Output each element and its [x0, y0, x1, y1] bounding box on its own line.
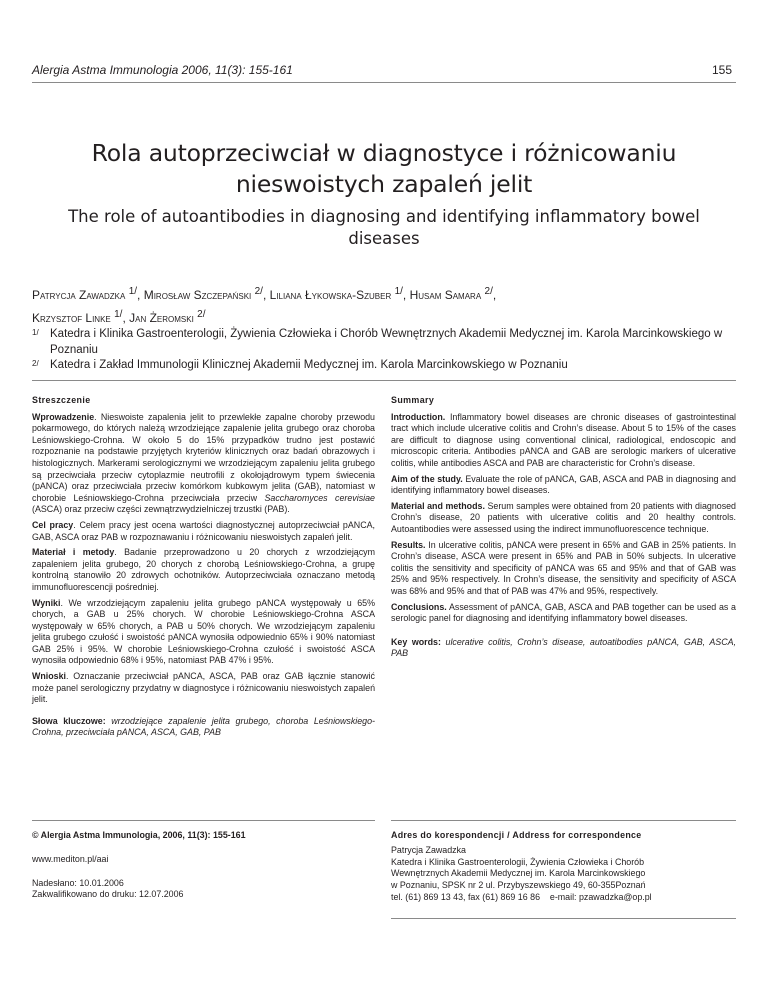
affiliation-rule [32, 380, 736, 381]
author: Husam Samara $^{2/}$, [409, 286, 497, 302]
abstract-english [391, 395, 736, 664]
affiliation-2: 2/ Katedra i Zakład Immunologii Klinicznej Akademii Medycznej im. Karola Marcinkowskiego w Poznaniu [32, 359, 568, 371]
email-link[interactable]: e-mail: pzawadzka@op.pl [549, 891, 652, 902]
affiliation-1: 1/ Katedra i Klinika Gastroenterologii, Żywienia Człowieka i Chorób Wewnętrznych Akademii Medycznej im. Karola Marcinkowskiego w Poznaniu [32, 328, 723, 356]
keywords-english: Key words: ulcerative colitis, Crohn’s disease, autoatibodies pANCA, GAB, ASCA, PAB [391, 636, 737, 659]
correspondence-line-1: Katedra i Klinika Gastroenterologii, Żywienia Człowieka i Chorób [391, 856, 645, 867]
author: Jan Żeromski $^{2/}$ [129, 309, 206, 325]
author: Krzysztof Linke $^{1/}$, [32, 309, 130, 325]
footer-bottom-rule [391, 918, 736, 919]
summary-results: Results. In ulcerative colitis, pANCA were present in 65% and GAB in 25% patients. In Crohn’s disease, ASCA were present in 65% and PAB in 50% subjects. In ulcerative colitis the sensitivity and specificity of pANCA was 65 and 95% and that of GAB was 25% and 95% respectively. In Crohn’s disease, the sensitivity and specificity of ASCA was 68% and 95% and that of PAB was 47% and 95%, respectively. [391, 539, 736, 596]
summary-aim: Aim of the study. Evaluate the role of pANCA, GAB, ASCA and PAB in diagnosing and identifying inflammatory bowel diseases. [391, 473, 736, 496]
abstract-conclusions: Wnioski. Oznaczanie przeciwciał pANCA, ASCA, PAB oraz GAB łącznie stanowić może panel serologiczny przydatny w diagnostyce i różnicowaniu nieswoistych zapaleń jelit. [32, 671, 375, 705]
journal-header: Alergia Astma Immunologia 2006, 11(3): 155-161 [32, 63, 293, 77]
footer-publication-info [32, 830, 375, 901]
author: Mirosław Szczepański $^{2/}$, [143, 286, 270, 302]
summary-conclusions: Conclusions. Assessment of pANCA, GAB, ASCA and PAB together can be used as a serologic panel for diagnosing and identifying inflammatory bowel diseases. [391, 601, 736, 624]
abstract-polish [32, 395, 375, 743]
abstract-aim: Cel pracy. Celem pracy jest ocena wartości diagnostycznej autoprzeciwciał pANCA, GAB, ASCA oraz PAB w rozpoznawaniu i różnicowaniu nieswoistych zapaleń jelit. [32, 519, 375, 542]
copyright-line: © Alergia Astma Immunologia, 2006, 11(3): 155-161 [32, 830, 246, 840]
correspondence-line-2: Wewnętrznych Akademii Medycznej im. Karola Marcinkowskiego [391, 868, 646, 879]
author: Liliana Łykowska-Szuber $^{1/}$, [269, 286, 410, 302]
footer-correspondence [391, 830, 736, 904]
summary-heading: Summary [391, 395, 435, 405]
abstract-results: Wyniki. We wrzodziejącym zapaleniu jelita grubego pANCA występowały u 65% chorych, a GAB u 25% chorych. W chorobie Leśniowskiego-Crohna ASCA występowały w 65% chorych, a PAB u 50% chorych. We wrzodziejącym zapaleniu jelita grubego czułość i swoistość pANCA wynosiła odpowiednio 65% i 90% natomiast GAB 25% i 95%. W chorobie Leśniowskiego-Crohna czułość i swoistość ASCA wynosiła odpowiednio 68% i 95%, natomiast PAB 47% i 95%. [32, 597, 375, 666]
abstract-intro: Wprowadzenie. Nieswoiste zapalenia jelit to przewlekłe zapalne choroby przewodu pokarmowego, do których należą wrzodziejące zapalenie jelita grubego oraz choroba Leśniowskiego-Crohna. W około 5 do 15% przypadków trudno jest postawić rozpoznanie na podstawie przyjętych kryteriów klinicznych oraz badań obrazowych i histologicznych. Markerami serologicznymi we wrzodziejącym zapaleniu jelita grubego są przeciwciała przeciw cytoplazmie neutrofili z okołojądrowym typem świecenia (pANCA) oraz przeciwciała przeciw komórkom kubkowym jelita (GAB), natomiast w chorobie Leśniowskiego-Crohna przeciwciała przeciw Saccharomyces cerevisiae (ASCA) oraz przeciw części zewnątrzwydzielniczej trzustki (PAB). [32, 411, 375, 515]
correspondence-line-3: w Poznaniu, SPSK nr 2 ul. Przybyszewskiego 49, 60-355Poznań [391, 880, 646, 891]
keywords-polish: Słowa kluczowe: wrzodziejące zapalenie jelita grubego, choroba Leśniowskiego-Crohna, przeciwciała pANCA, ASCA, GAB, PAB [32, 715, 376, 738]
summary-intro: Introduction. Inflammatory bowel diseases are chronic diseases of gastrointestinal tract which include ulcerative colitis and Crohn’s disease. About 5 to 15% of the cases are difficult to diagnose using conventional clinical, radiological, endoscopic and microscopic criteria. Antibodies pANCA and GAB are serologic markers of ulcerative colitis, while antibodies ASCA and PAB are characteristic for Crohn’s disease. [391, 411, 736, 468]
author-list [32, 282, 732, 328]
abstract-methods: Materiał i metody. Badanie przeprowadzono u 20 chorych z wrzodziejącym zapaleniem jelita grubego, 20 chorych z chorobą Leśniowskiego-Crohna, a grupę kontrolną stanowiło 20 zdrowych ochotników. Autoprzeciwciała oznaczano metodą immunofluorescencji pośredniej. [32, 547, 375, 592]
header-rule [32, 82, 736, 83]
author: Patrycja Zawadzka $^{1/}$, [32, 286, 144, 302]
page-number: 155 [711, 63, 732, 77]
affiliations [32, 327, 732, 374]
footer-rule-right [391, 820, 736, 821]
correspondence-heading: Adres do korespondencji / Address for correspondence [391, 830, 642, 840]
correspondence-name: Patrycja Zawadzka [391, 844, 466, 855]
abstract-heading: Streszczenie [32, 395, 91, 405]
summary-methods: Material and methods. Serum samples were obtained from 20 patients with diagnosed Crohn’s disease, 20 patients with ulcerative colitis and 20 healthy controls. Autoantibodies were assessed using the indirect immunofluorescence technique. [391, 500, 736, 534]
title-polish: Rola autoprzeciwciał w diagnostyce i różnicowaniu nieswoistych zapaleń jelit [91, 139, 677, 198]
title-english: The role of autoantibodies in diagnosing and identifying inflammatory bowel diseases [68, 207, 700, 248]
footer-rule-left [32, 820, 375, 821]
website-link[interactable]: www.mediton.pl/aai [32, 853, 109, 864]
received-date: Nadesłano: 10.01.2006 [32, 877, 124, 888]
accepted-date: Zakwalifikowano do druku: 12.07.2006 [32, 889, 184, 900]
correspondence-contact: tel. (61) 869 13 43, fax (61) 869 16 86 e-mail: pzawadzka@op.pl [391, 891, 652, 902]
